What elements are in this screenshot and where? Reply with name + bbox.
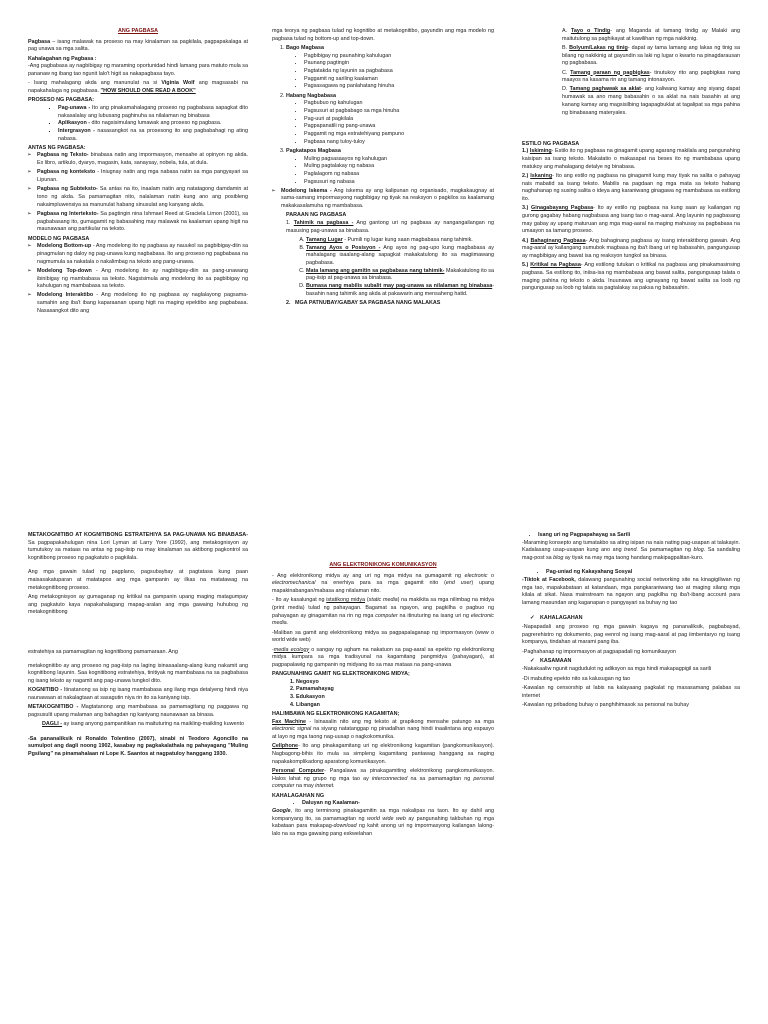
paragraph: -Maliban sa gamit ang elektronikong midya sa pagpapalaganap ng impormasyon (www o world wide web) [272,629,494,644]
kahalagahan-text-1: -Ang pagbabasa ay nagbibigay ng maraming oportunidad hindi lamang para matuto mula sa pananaw ng ibang tao ngunit lalo't higit sa nakapagbasa tayo. [28,63,248,77]
paragraph: - Ito ay kasalungat ng istatikong midya (static media) na makikita sa mga nilimbag na midya (print media) tulad ng pahayagan. Bagamat sa ngayon, ang pagkilha o pagbuo ng pahayagan ay ginagamitan na rin ng mga computer na itinuturing na isang uri ng electronic media. [272,597,494,627]
paragraph: Ang metakognisyon ay gumaganap ng kritikal na gampanin upang maging matagumpay ang pagkatuto kaya napakahalagang mapag-aralan ang mga gawaing huhubog ng metakognitibong [28,593,248,616]
title-ang-pagbasa: ANG PAGBASA [117,28,159,34]
gabay-item-d: D. Tamang paghawak sa aklat- ang kaliwang kamay ang siyang dapat humawak sa ano mang babasahin o sa aklat na nais basahin at ang kanang kamay ang magsisilbing tagapagbuklat at tagalipat sa mga pahina ng binabasang materyales. [562,86,740,116]
bottom-column-3 [522,532,740,1002]
antas-item: ➢ Pagbasa ng Subteksto- Sa antas na ito, inaalam natin ang natatagong damdamin at tono ng akda. Sa pamamagitan nito, nalalaman natin kung ano ang posibleng nakaimpluwensiya sa manunulat habang sinusulat ang kanyang akda. [28,186,248,209]
kahalagahan-ng-heading: KAHALAGAHAN NG [272,792,325,799]
title-elektronikong-komunikasyon: ANG ELEKTRONIKONG KOMUNIKASYON [329,562,437,568]
list-item: -Kawalan ng pribadong buhay o panghihimasok sa personal na buhay [522,701,689,708]
list-item: • Pagbasa nang tuloy-tuloy [304,139,494,147]
sarili-text: -Maraming konsepto ang tumatakbo sa ating isipan na nais nating pag-usapan at talakayin. Kadalasang usap-usapan kung ano ang trend. Sa pamamagitan ng blog. Sa sandaling mag-post sa blog ay tiyak na may mga taong handang makipagpalitan-kuro. [522,539,740,562]
list-item: • Pagbibigay ng paunahing kahulugan [304,53,494,61]
paragraph: -media ecology o sangay ng agham na nakatuon sa pag-aaral sa epekto ng elektronikong midya kumpara sa mga tradisyunal na kagamitang pangmidya (pahayagan), at pagpapalawig ng gampanin ng midyang ito sa mas mataas na pang-unawa [272,646,494,668]
list-item: • Paunang pagtingin [304,60,494,68]
list-item: ▪ Aplikasyon - dito nagsisimulang lumawak ang proseso ng pagbasa. [58,120,248,128]
list-item: C. Mata lamang ang gamitin sa pagbabasa nang tahimik- Makakatulong ito sa pag-iisip at pag-unawa sa binabasa. [306,268,494,283]
list-item: • Pagbubuo ng kahulugan [304,100,494,108]
list-item: 3. Edukasyon [296,694,494,702]
kasamaan-label: ✓ KASAMAAN [522,658,740,666]
halimbawa-heading: HALIMBAWA NG ELEKTRONIKONG KAGAMITAN; [272,711,400,718]
kahalagahan-label: ✓ KAHALAGAHAN [522,615,740,623]
list-item: 2. Pamamahayag [296,686,494,694]
paraan-item-1: 1. Tahimik na pagbasa - Ang gantong uri ng pagbasa ay nangangailangan ng masusing pag-unawa sa binabasa. [286,220,494,234]
gabay-item-a: A. Tayo o Tindig- ang Maganda at tamang tindig ay Malaki ang maitutulong sa paghikayat at kawilihan ng mga nakikinig. [562,28,740,42]
bottom-column-2 [272,562,494,1002]
list-item: ▪ Pag-unawa - Ito ang pinakamahalagang proseso ng pagbabasa sapagkat dito nakasalalay ang lubusang paghinuha sa nilalaman ng binabasa [58,105,248,120]
list-item: • Muling pagsasaayos ng kahulugan [304,156,494,164]
modelong-iskema: ➢ Modelong Iskema - Ang iskema ay ang kalipunan ng organisado, magkakaugnay at sama-samang impormasyong nagbibigay ng tiyak na reaksyon o pagkilos sa kaalamang makakasalamuha ng mambabasa. [272,188,494,211]
modelo-heading: MODELO NG PAGBASA [28,235,90,242]
estilo-heading: ESTILO NG PAGBASA [522,140,580,147]
antas-item: ➢ Pagbasa ng Interteksto- Sa pagtingin nina Ishmael Reed at Graciela Limon (2001), sa pagbabasang ito, gumagamit ng babasahing may malawak na kaalaman upang higit na maunawaan ang partikular na teksto. [28,211,248,234]
dagli-history: -Sa pananaliksik ni Ronaldo Tolentino (2007), sinabi ni Teodoro Agoncillo na sumulpot ang dagli noong 1902, kasabay ng pagkakalathala ng pahayagang "Muling Pgsilang" na pinamahalaan ni Lope K. Saantos at nagpatuloy hanggang 1930. [28,735,248,757]
list-item: -Paghahanap ng impormasyon at pagpapadali ng komunikasyon [522,648,677,655]
proseso-heading: PROSESO NG PAGBASA: [28,97,95,104]
list-item: • Pagsasagawa ng panlahatang hinuha [304,83,494,91]
metakognitibo-def: METAKOGNITIBO - Magtatanong ang mambabasa sa pamamagitang ng paggawa ng pagsusulit upang malaman ang bahagdan ng kaniyang naunawaan sa binasa. [28,704,248,718]
paragraph: Ang mga gawain tulad ng pagplano, pagsubaybay at pagtatasa kung paan maisasakatuparan at matatapos ang mga gampanin ay ilkas na matatawag na metakognitibong proseso. [28,569,248,591]
modelo-item: ➢ Modelong Bottom-up - Ang modelong ito ng pagbasa ay nauukol sa pagbibigay-diin sa pinagmulan ng daloy ng pag-unawa kung nagbabasa. Ito ang proseso ng pagbabasa na nagmumula sa nakatala o nakalimbag na teksto ang pang-unawa. [28,243,248,266]
stage-item: 3. Pagkatapos Magbasa • Muling pagsasaayos ng kahulugan • Muling pagtalakay ng nabasa • Paglalagom ng nabasa • Pagsusuri ng nabasa [286,148,494,186]
kahalagahan-heading: Kahalagahan ng Pagbasa : [28,55,97,62]
sosyal-heading: • Pag-uniad ng Kakayahang Sosyal [546,569,740,577]
fax-machine-def: Fax Machine - Isinasalin nito ang mg teksto at grapikong mensahe patungo sa mga electronic signal na siyang natatanggap ng pinadalhan nang hindi inaalintana ang espasyo at layo ng mga taong nag-uusap o nagkokomunika. [272,718,494,741]
list-item: -Kawalan ng censorship at labis na kalayaang pagkalat ng masasamang palabas sa internet [522,684,740,699]
gamit-list [272,679,494,710]
list-item: • Pag-uuri at pagkilala [304,116,494,124]
bottom-column-1 [28,532,248,1002]
list-item: • Pagsusuri ng nabasa [304,179,494,187]
antas-heading: ANTAS NG PAGBASA: [28,144,86,151]
top-column-3 [522,28,740,448]
paragraph: estratehiya sa pamamagitan ng kognitibong pamamaraan. Ang [28,648,178,655]
paragraph: metakognitibo ay ang proseso ng pag-iisip na laging isinasaalang-alang kung nakamit ang kognitibong layunin. Saa kognitibong estratehiya, tinitiyak ng mambabasa na sa pagbabasa ng isang teksto ay nagamit ang pag-unawa tungkol dito. [28,662,248,685]
list-item: A. Tamang Lugar - Pumili ng lugar kung saan magbabasa nang tahimik. [306,237,494,245]
stage-item: 1. Bago Magbasa • Pagbibigay ng paunahing kahulugan • Paunang pagtingin • Pagtatakda ng layunin sa pagbabasa • Paggamit ng sariling kaalaman • Pagsasagawa ng panlahatang hinuha [286,45,494,91]
kognitibo-def: KOGNITIBO - Itinatanong sa isip ng isang mambabasa ang ilang mga detalyeng hindi niya naunawaan at nakalagtaan at sasagutin niya rin ito sa kaniyang isip. [28,687,248,702]
stage-item: 2. Habang Nagbabasa • Pagbubuo ng kahulugan • Pagsusuri at pagbabago sa mga hinuha • Pag-uuri at pagkilala • Pagpapanatili ng pang-unawa • Paggamit ng mga estratehiyang pampuno • Pagbasa nang tuloy-tuloy [286,93,494,147]
modelo-item: ➢ Modelong Interaktibo - Ang modelong ito ng pagbasa ay naglalayong pagsama-samahin ang iba't ibang kaparaanan upang higit na maging epektibo ang pagbabasa. Nasasangkot dito ang [28,292,248,315]
list-item: B. Tamang Ayos o Posisyon - Ang ayos ng pag-upo kung magbabasa ay mahalagang isaalang-alang sapagkat makakatulong ito sa magiimawang pagbabasa. [306,245,494,268]
daluyan-heading: • Daluyan ng Kaalaman- [302,800,494,808]
metakognitibo-intro: METAKOGNITIBO AT KOGNITIBONG ESTRATEHIYA SA PAG-UNAWA NG BINABASA- Sa pagpapakahulugan nina Lori Lyman at Larry Yore (1992), ang metakognisyon ay tumutukoy sa mataas na antas ng pag-iisip na may kinalaman sa aktibong pagkontrol sa kognitibong proseso ng pagkatuto o pagkilala. [28,532,248,562]
list-item: • Pagtatakda ng layunin sa pagbabasa [304,68,494,76]
list-item: -Nakakaaliw ngunit nagdudulot ng adiksyon sa mga hindi makapagpigil sa sarili [522,666,712,673]
list-item: D. Bumasa nang mabilis subalit may pag-unawa sa nilalaman ng binabasa- basahin nang tahimik ang akda at pakawarin ang mensaheng hatid. [306,283,494,298]
teorya-intro: mga teorya ng pagbasa tulad ng kognitibo at metakognitibo, gayundin ang mga modelo ng pagbasa tulad ng bottom-up and top-down. [272,28,494,42]
estilo-item: 1.) Iskiming- Estilo ito ng pagbasa na ginagamit upang agarang makilala ang pangunahing kaisipan sa isang teksto. Makatatio o makasapat na beses ito ng mambabasa upang matukoy ang mahalagang detalye ng binabasa. [522,148,740,170]
kahalagahan-text-2: - Isang mahalagang akda ang manunulat na si Viginia Wolf ang magsasabi na napakahalaga ng pagbabasa. "HOW SHOULD ONE READ A BOOK" [28,80,248,94]
list-item: • Pagsusuri at pagbabago sa mga hinuha [304,108,494,116]
gamit-heading: PANGUNAHING GAMIT NG ELEKTRONIKONG MIDYA; [272,671,410,678]
list-item: 1. Negosyo [296,679,494,687]
estilo-item: 4.) Bahaginang Pagbasa- Ang bahaginang pagbasa ay isang interaktibong gawain. Ang mag-aaral ay kailangang sumubok magbasa ng iba't ibang uri ng babasahin, pangungusap ay magbibigay ang bawat isa ng reaksyon tungkol sa binasa. [522,237,740,259]
proseso-list [28,105,248,143]
list-item: 4. Libangan [296,702,494,710]
list-item: • Paggamit ng sariling kaalaman [304,76,494,84]
stage-list [272,45,494,186]
list-item: -Di mabuting epekto nito sa kalusugan ng tao [522,675,631,682]
list-item: • Muling pagtalakay ng nabasa [304,163,494,171]
estilo-item: 2.) Iskaning- Ito ang estilo ng pagbasa na ginagamit kung may tiyak na salita o pahayag nais mabatid sa isang teksto. Mabilis na pagdaan ng mga mata sa teksto habang naghahanap ng susing salita o ideya ang karaniwang ginagawa ng mambabasa sa estilong ito. [522,173,740,203]
sarili-heading: • Isang uri ng Pagpapahayag sa Sarili [538,532,740,540]
list-item: ▪ Intergrasyon - nasasangkot na sa prosesong ito ang pagbabahagi ng ating nabasa. [58,128,248,143]
gabay-item-b: B. Bolyum/Lakas ng tinig- dapat ay tama lamang ang lakas ng tinig sa bilang ng nakikinig at gayundin sa laki ng lugar o kwarto na pinagdarausan ng pagbabasa. [562,44,740,67]
paragraph: - Ang elektronikong midya ay ang uri ng mga midya na gumagamit ng electronic o electromechanical na enerhiya para sa mga gagamit nito (end user) upang mapakinabangan/mabasa ang nilalaman nito. [272,572,494,595]
personal-computer-def: Personal Computer- Pangalawa sa pinakagamiting elektronikong pangkomunikasyon. Halos lahat ng grupo ng mga tao ay interconnected na sa pamamagitan ng personal computer na may internet. [272,767,494,790]
top-column-1 [28,28,248,448]
list-item: • Paglalagom ng nabasa [304,171,494,179]
modelo-item: ➢ Modelong Top-down - Ang modelong ito ay nagbibigay-diin sa pang-unawang ibinibigay ng mambabasa sa teksto. Nagsisimula ang modelong ito sa pagbibigay ng kahulugan ng mambabasa sa teksto. [28,268,248,291]
antas-item: ➢ Pagbasa ng Teksto- binabasa natin ang impormasyon, mensahe at opinyon ng akda. Ex libro, artikulo, dyaryo, magasin, kata, sanaysay, nobela, tula, at dula. [28,152,248,167]
dagli-def: DAGLI - ay isang anyong pampanitikan na maituturing na maikling-maikling kuwento [42,721,244,728]
estilo-item: 5.) Kritikal na Pagbasa- Ang estilong tutukan o kritikal na pagbasa ang pinakamasinsing pagbasa. Sa estilong ito, iniisa-isa ng mambabasa ang bawat salita, pangungusap talata o maging pahina ng teksto o akda. Inuunawa ang ugnayang ng bawat salita sa loob ng pangungusap sa loob ng talata sa pagtalakay sa paksa ng babasahin. [522,262,740,292]
antas-item: ➢ Pagbasa ng konteksto - Iniugnay natin ang mga nabasa natin sa mga pangyayari sa Lipunan. [28,169,248,184]
top-column-2 [272,28,494,448]
estilo-item: 3.) Ginagabayang Pagbasa- Ito ay estilo ng pagbasa na kung saan ay kailangan ng gurong gagabay habang nagbabasa ang isang tao o mag-aaral. Ang layunin ng pagbasang may gabay ay upang maturuan ang mga mag-aaral na maging mahusay sa pagbabasa na umaayon sa tamang proseso. [522,205,740,235]
paraan-1-list [272,237,494,298]
paraan-heading: PARAAN NG PAGBASA [286,212,347,219]
gabay-item-c: C. Tamang paraan ng pagbigkas- tinutukoy rito ang pagbigkas nang maayos na kasama rin ang tamang intonasyon. [562,69,740,84]
daluyan-text: Google, ito ang terminong pinakagamitin sa mga nakalipas na taon. Ito ay dahil ang kompanyang ito, sa pamamagitan ng world wide web ay pangunahing takbuhan ng mga kabataan para makapag-download ng kahit anong uri ng impormasyong kailangan lalong-lalo na sa mga gawaing pang eskwelahan [272,807,494,837]
paraan-item-2: 2. MGA PATNUBAY/GABAY SA PAGBASA NANG MALAKAS [286,300,441,306]
list-item: • Pagpapanatili ng pang-unawa [304,123,494,131]
pagbasa-definition: Pagbasa – isang malawak na proseso na may kinalaman sa pagkilala, pagpapakalaga at pag unawa sa mga salita. [28,38,248,53]
list-item: -Napapadali ang proseso ng mga gawain kagaya ng pananaliksik, pagbabayad, pagrerehistro ng dokumento, pag eenrol ng isang mag-aaral at pag iimbentaryo ng isang kompanya, tindahan at marami pang iba. [522,623,740,646]
sosyal-text: -Tiktok at Facebook, dalawang pangunahing social networking site na kinagigiliwan ng mga tao, mapakabataan at katandaan, mga pangkaraniwang tao at maging silang mga kilala at sikat. Nasa mainstream na ngayon ang pagkilha ng iba't-ibang account para lamang masundan ang kaganapan o pangyayari sa buhay ng tao [522,576,740,606]
list-item: • Paggamit ng mga estratehiyang pampuno [304,131,494,139]
cellphone-def: Cellphone- Ito ang pinakagamitang uri ng elektronikong kagamitan (pangkomunikasyon). Nagbagong-bihis ito mula sa simpleng kagamitang pantawag hanggang sa naging napakakomplikadong aparatong komunikasyon. [272,743,494,765]
